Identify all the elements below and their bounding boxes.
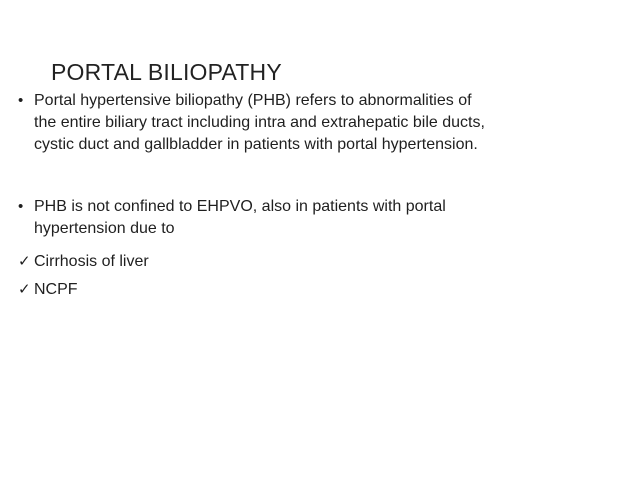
- bullet-text-line: PHB is not confined to EHPVO, also in patients with portal: [34, 198, 446, 215]
- bullet-text-line: cystic duct and gallbladder in patients with portal hypertension.: [34, 136, 478, 153]
- slide-title: PORTAL BILIOPATHY: [51, 59, 282, 85]
- bullet-item: [18, 196, 618, 240]
- bullet-line: [18, 90, 618, 112]
- checklist-item: [18, 278, 78, 301]
- checklist-item-text: NCPF: [34, 281, 78, 298]
- bullet-line: [18, 196, 618, 218]
- checkmark-icon: ✓: [18, 252, 31, 270]
- bullet-icon: •: [18, 198, 24, 215]
- checkmark-icon: ✓: [18, 280, 31, 298]
- bullet-text-line: hypertension due to: [34, 220, 175, 237]
- bullet-icon: •: [18, 92, 24, 109]
- bullet-item: [18, 90, 618, 156]
- checklist-item-text: Cirrhosis of liver: [34, 253, 149, 270]
- bullet-text-line: the entire biliary tract including intra and extrahepatic bile ducts,: [34, 114, 485, 131]
- bullet-text-line: Portal hypertensive biliopathy (PHB) refers to abnormalities of: [34, 92, 472, 109]
- checklist-item: [18, 250, 149, 273]
